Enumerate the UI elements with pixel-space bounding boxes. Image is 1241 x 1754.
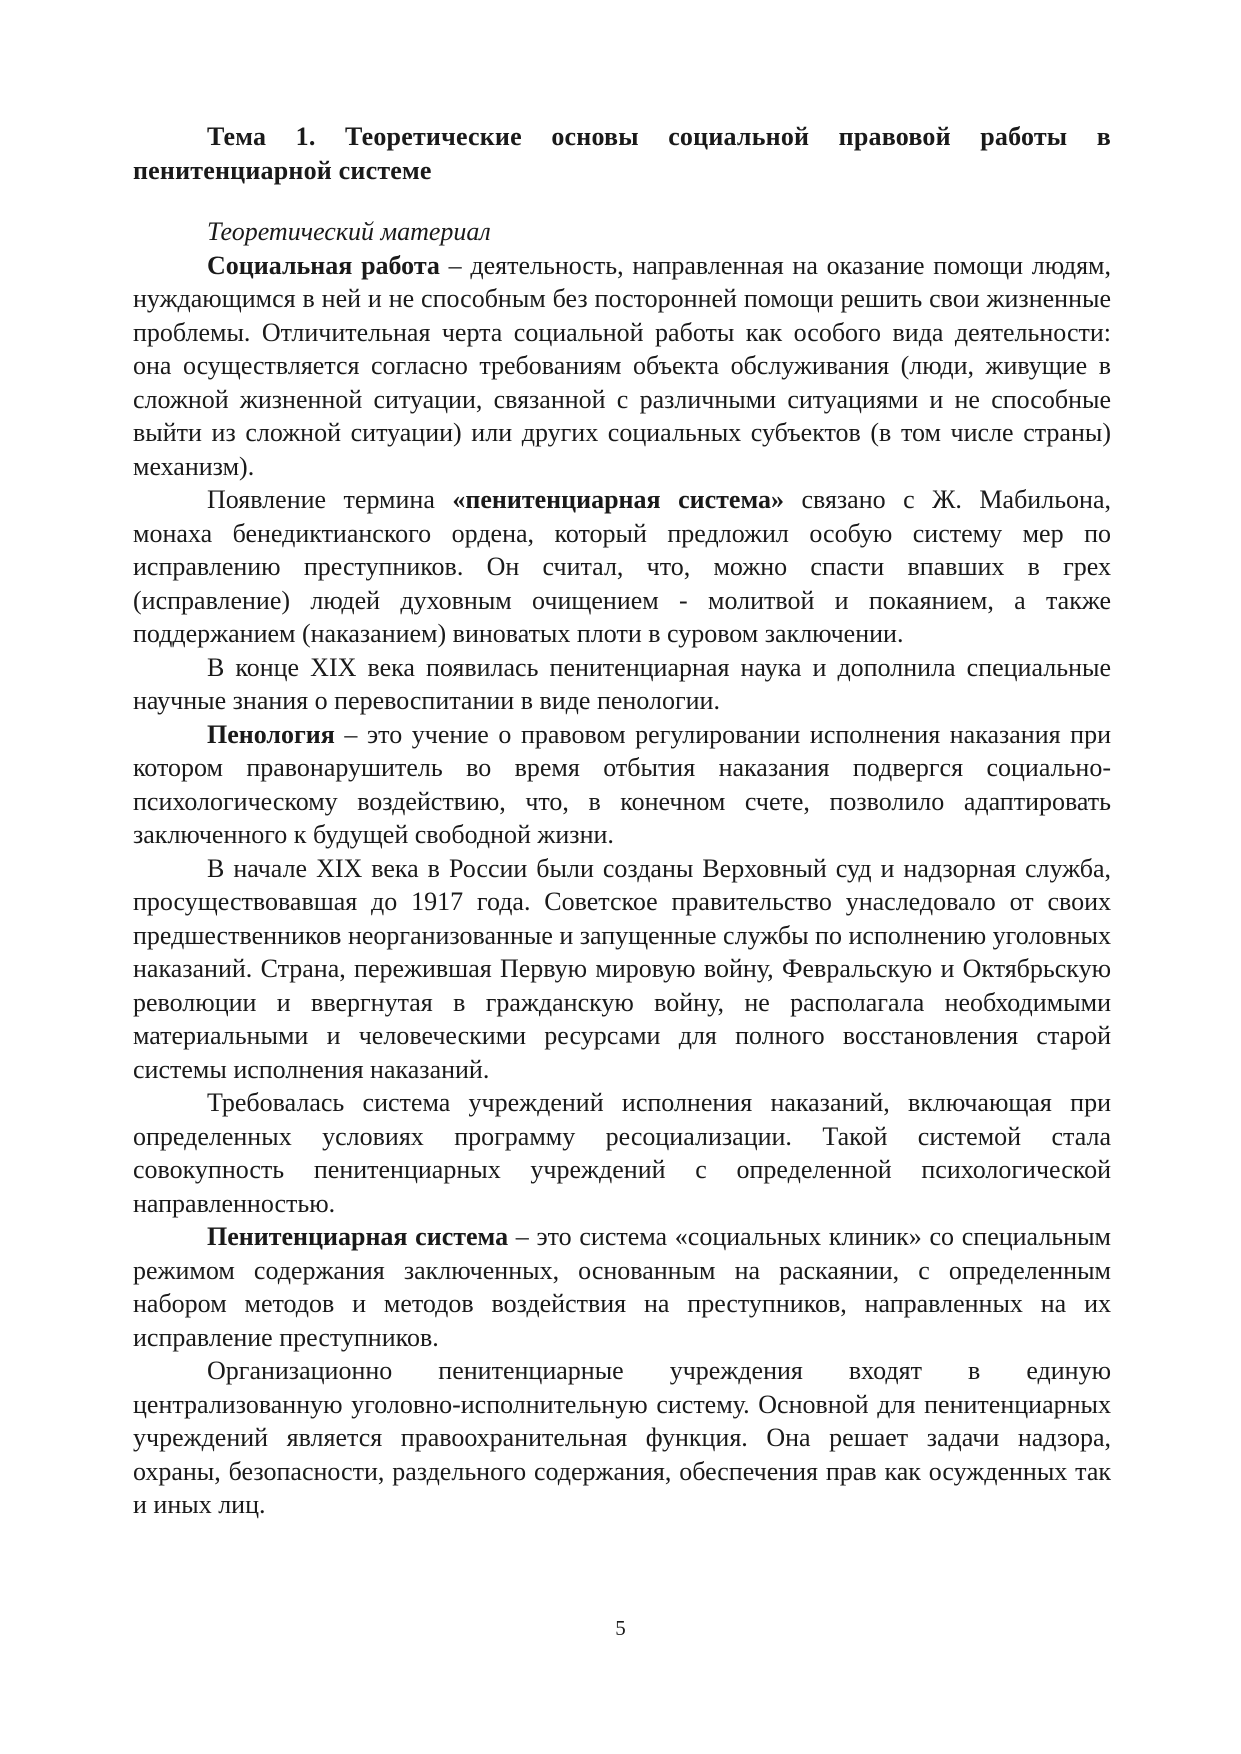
document-page	[133, 120, 1111, 1522]
paragraph-penitentiary-science: В конце XIX века появилась пенитенциарная наука и дополнила специальные научные знания о перевоспитании в виде пенологии.	[133, 652, 1111, 715]
paragraph-organization: Организационно пенитенциарные учреждения входят в единую централизованную уголовно-исполнительную систему. Основной для пенитенциарных учреждений является правоохранительная функция. Она решает задачи надзора, охраны, безопасности, раздельного содержания, обеспечения прав как осужденных так и иных лиц.	[133, 1356, 1111, 1519]
section-subtitle: Теоретический материал	[207, 217, 491, 246]
paragraph-penitentiary-term	[133, 483, 1111, 651]
term-social-work: Социальная работа	[207, 250, 440, 280]
paragraph-text: – это учение о правовом регулировании исполнения наказания при котором правонарушитель во время отбытия наказания подвергся социально-психологическому воздействию, что, в конечном счете, позволило адаптировать заключенного к будущей свободной жизни.	[133, 719, 1111, 849]
paragraph-text: – это система «социальных клиник» со специальным режимом содержания заключенных, основанным на раскаянии, с определенным набором методов и методов воздействия на преступников, направленных на их исправление преступников.	[133, 1222, 1111, 1352]
paragraph-text: связано с Ж. Мабильона, монаха бенедиктианского ордена, который предложил особую систему мер по исправлению преступников. Он считал, что, можно спасти впавших в грех (исправление) людей духовным очищением - молитвой и покаянием, а также поддержанием (наказанием) виноватых плоти в суровом заключении.	[133, 485, 1111, 648]
paragraph-text: Появление термина	[207, 485, 453, 514]
paragraph-resocialization: Требовалась система учреждений исполнения наказаний, включающая при определенных условиях программу ресоциализации. Такой системой стала совокупность пенитенциарных учреждений с определенной психологической направленностью.	[133, 1088, 1111, 1218]
term-penology: Пенология	[207, 719, 335, 749]
paragraph-penitentiary-definition	[133, 1220, 1111, 1354]
paragraph-penology	[133, 718, 1111, 852]
term-penitentiary-system-quoted: «пенитенциарная система»	[452, 485, 784, 514]
paragraph-history: В начале XIX века в России были созданы Верховный суд и надзорная служба, просуществовавшая до 1917 года. Советское правительство унаследовало от своих предшественников неорганизованные и запущенные службы по исполнению уголовных наказаний. Страна, пережившая Первую мировую войну, Февральскую и Октябрьскую революции и ввергнутая в гражданскую войну, не располагала необходимыми материальными и человеческими ресурсами для полного восстановления старой системы исполнения наказаний.	[133, 853, 1111, 1084]
paragraph-social-work	[133, 249, 1111, 484]
section-title: Тема 1. Теоретические основы социальной правовой работы в пенитенциарной системе	[133, 122, 1111, 185]
paragraph-text: – деятельность, направленная на оказание помощи людям, нуждающимся в ней и не способным без посторонней помощи решить свои жизненные проблемы. Отличительная черта социальной работы как особого вида деятельности: она осуществляется согласно требованиям объекта обслуживания (люди, живущие в сложной жизненной ситуации, связанной с различными ситуациями и не способные выйти из сложной ситуации) или других социальных субъектов (в том числе страны) механизм).	[133, 250, 1112, 481]
page-number: 5	[615, 1616, 626, 1640]
term-penitentiary-system: Пенитенциарная система	[207, 1222, 509, 1251]
